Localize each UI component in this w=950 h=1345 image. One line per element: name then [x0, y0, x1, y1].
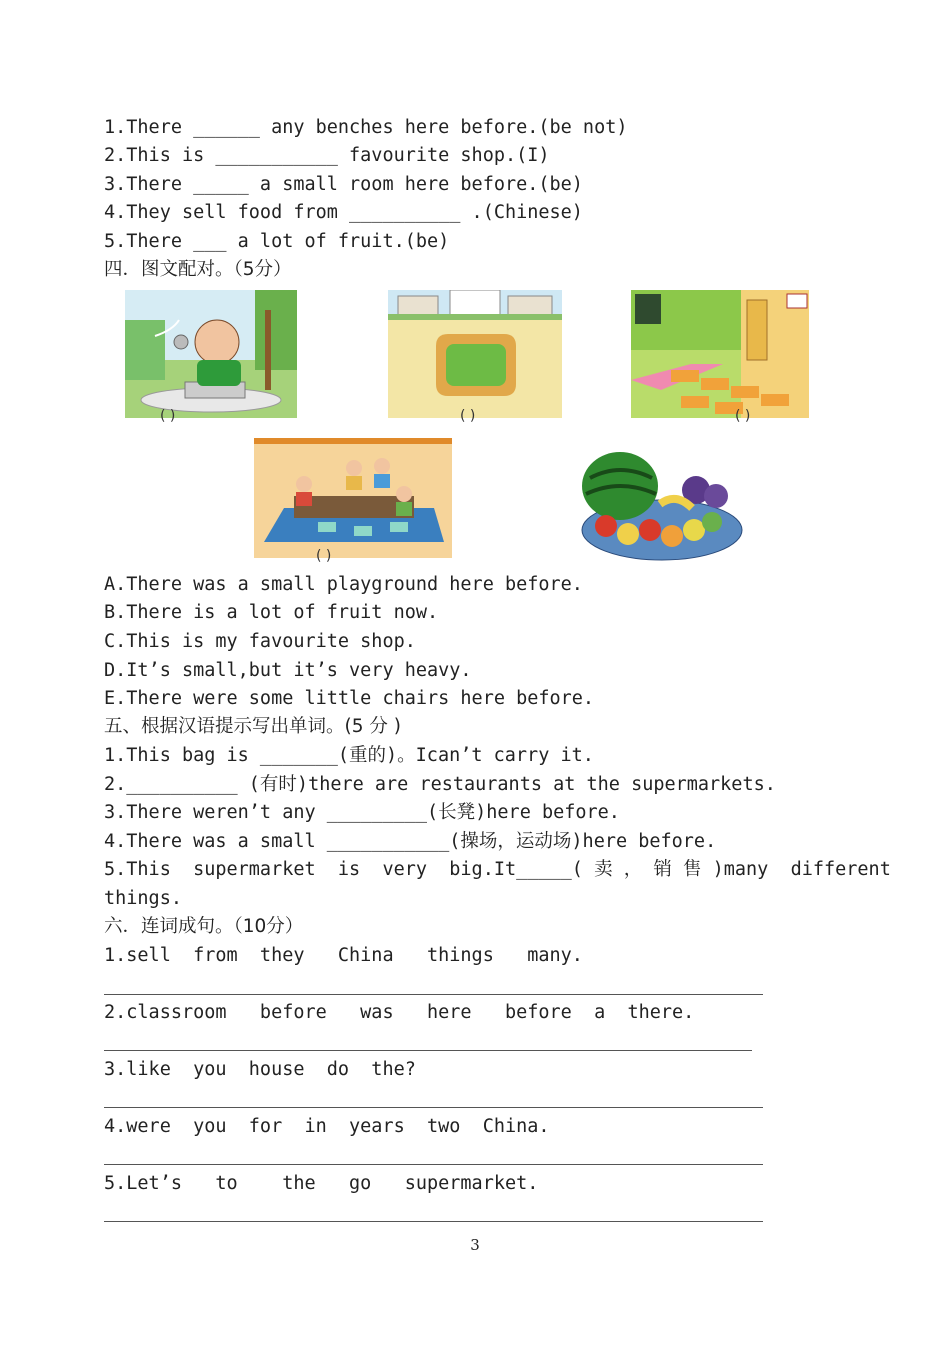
picture-fruit [576, 438, 747, 565]
exercise-line: 2.__________ (有时)there are restaurants at the supermarkets. [104, 774, 776, 795]
exercise-line: 3.There _____ a small room here before.(be) [104, 174, 583, 195]
option-line: E.There were some little chairs here before. [104, 688, 595, 709]
picture-playground [388, 290, 562, 418]
exercise-line: 2.This is ___________ favourite shop.(I) [104, 145, 550, 166]
scrambled-sentence: 4.were you for in years two China. [104, 1116, 550, 1137]
exercise-line: 4.There was a small ___________(操场，运动场)here before. [104, 831, 717, 852]
section-title: 五、根据汉语提示写出单词。(5 分 ) [104, 716, 401, 737]
answer-paren: ( ) [160, 408, 176, 424]
answer-paren: ( ) [460, 408, 476, 424]
section-title: 六．连词成句。（10分） [104, 916, 304, 937]
exercise-line: 4.They sell food from __________ .(Chinese) [104, 202, 583, 223]
option-line: C.This is my favourite shop. [104, 631, 416, 652]
page-number: 3 [470, 1236, 480, 1254]
answer-line[interactable] [104, 1050, 752, 1051]
picture-classroom [631, 290, 809, 418]
option-line: B.There is a lot of fruit now. [104, 602, 439, 623]
picture-shop [254, 438, 452, 558]
scrambled-sentence: 1.sell from they China things many. [104, 945, 583, 966]
option-line: A.There was a small playground here before. [104, 574, 583, 595]
answer-paren: ( ) [735, 408, 751, 424]
scrambled-sentence: 3.like you house do the? [104, 1059, 416, 1080]
picture-heavy-object [125, 290, 297, 418]
scrambled-sentence: 5.Let’s to the go supermarket. [104, 1173, 539, 1194]
exercise-line: 1.This bag is _______(重的)。Ican’t carry it. [104, 745, 594, 766]
answer-line[interactable] [104, 994, 763, 995]
answer-paren: ( ) [316, 548, 332, 564]
exercise-line: 3.There weren’t any _________(长凳)here before. [104, 802, 620, 823]
answer-line[interactable] [104, 1221, 763, 1222]
exercise-line: 5.There ___ a lot of fruit.(be) [104, 231, 450, 252]
option-line: D.It’s small,but it’s very heavy. [104, 660, 472, 681]
exercise-line: 1.There ______ any benches here before.(be not) [104, 117, 628, 138]
section-title: 四．图文配对。（5分） [104, 259, 292, 280]
exercise-line: 5.This supermarket is very big.It_____( 卖 ， 销 售 )many different [104, 859, 891, 880]
answer-line[interactable] [104, 1107, 763, 1108]
exercise-line: things. [104, 888, 182, 909]
scrambled-sentence: 2.classroom before was here before a there. [104, 1002, 695, 1023]
answer-line[interactable] [104, 1164, 763, 1165]
